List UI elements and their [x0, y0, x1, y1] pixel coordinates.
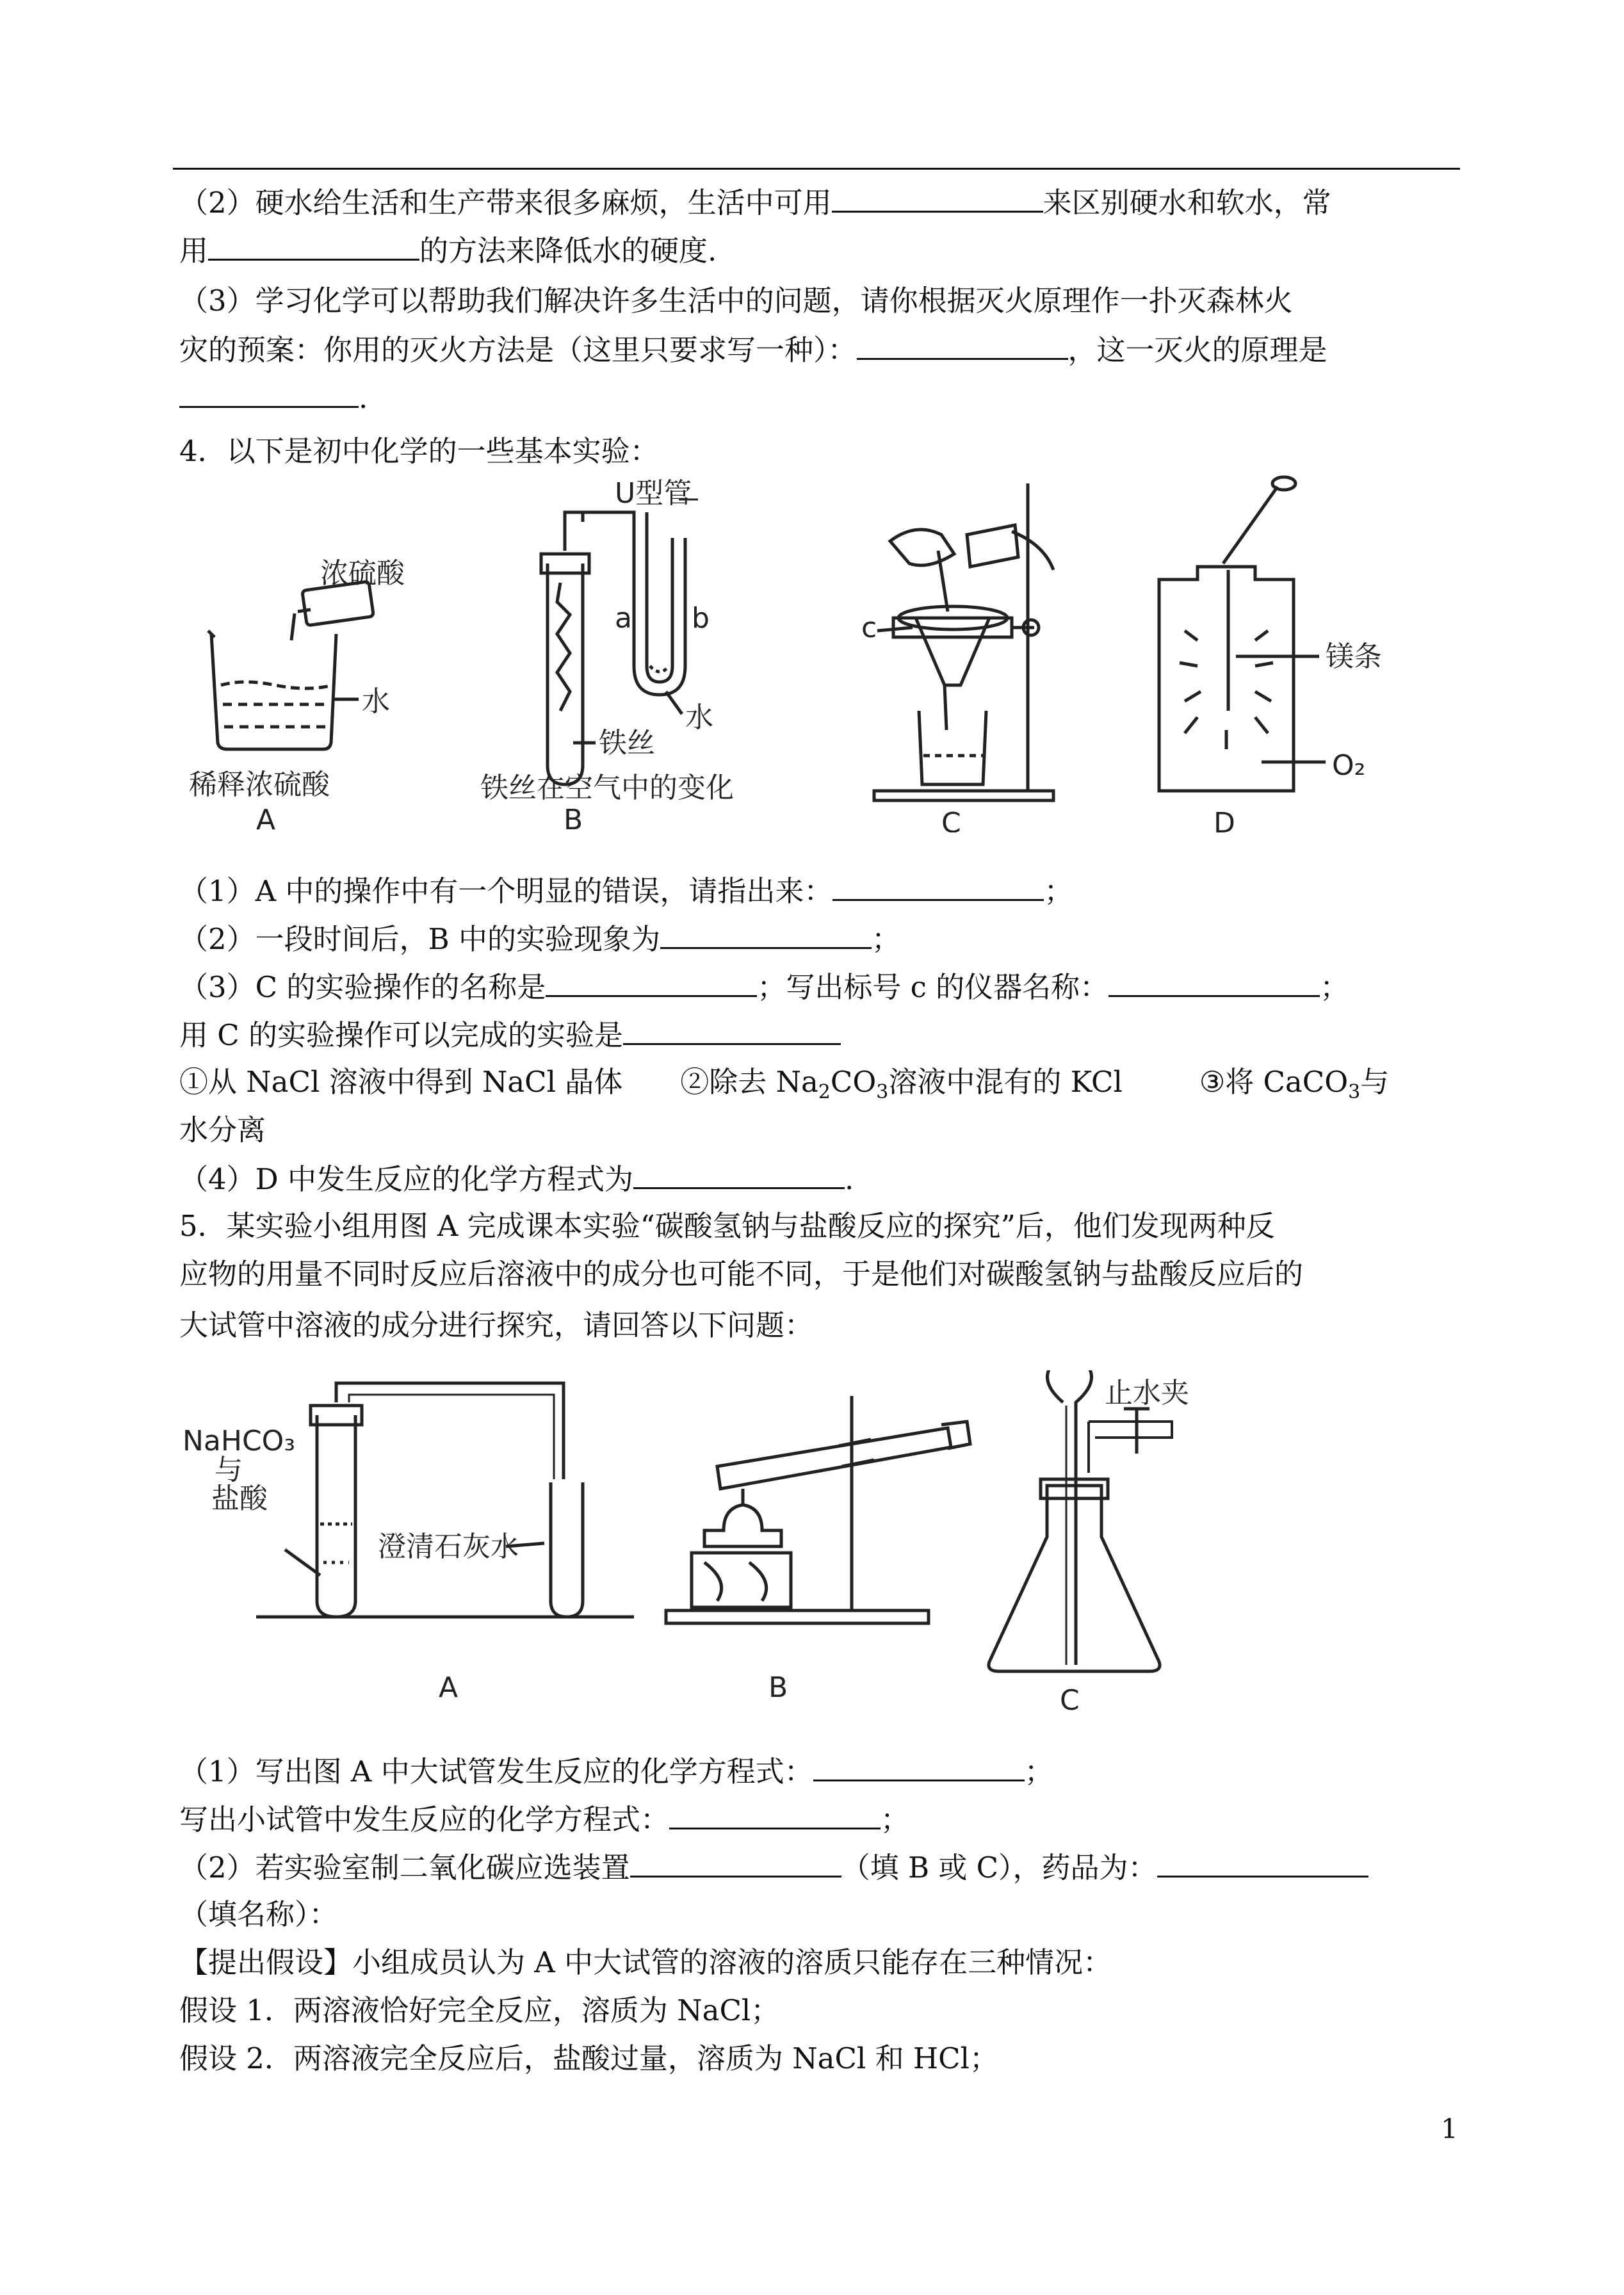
label-a: a [615, 602, 632, 635]
q5-intro-2 [179, 1255, 1303, 1293]
q5-intro-1 [179, 1207, 1275, 1245]
option-2: ②除去 $Na_2CO_3$溶液中混有的 KCl [680, 1065, 1123, 1103]
text: ；写出标号 c 的仪器名称： [757, 970, 1109, 1004]
heating-diagram-b [666, 1396, 970, 1623]
text: 来区别硬水和软水，常 [1043, 186, 1331, 220]
answer-blank[interactable] [813, 1751, 1025, 1781]
q5-question2-cont [179, 1895, 338, 1934]
option-3: ③将 CaCO$_3$与 [1199, 1065, 1390, 1103]
text: 写出小试管中发生反应的化学方程式： [179, 1803, 670, 1837]
q5-figure [173, 1370, 1441, 1729]
text: 大试管中溶液的成分进行探究，请回答以下问题： [179, 1308, 814, 1342]
q3-part3-line2 [179, 330, 1328, 369]
text: 灾的预案：你用的灭火方法是（这里只要求写一种）： [179, 333, 857, 367]
label-b-water: 水 [685, 701, 713, 734]
q4-question1 [179, 871, 1073, 911]
text: （3）学习化学可以帮助我们解决许多生活中的问题，请你根据灭火原理作一扑灭森林火 [179, 284, 1293, 318]
q3-part2-line1 [179, 182, 1331, 222]
header-rule [173, 168, 1460, 170]
text: （3）C 的实验操作的名称是 [179, 970, 546, 1004]
q5-question1-cont [179, 1799, 909, 1839]
label-u-tube: U型管 [615, 477, 692, 510]
label-o2: O₂ [1332, 749, 1366, 782]
text: 假设 1．两溶液恰好完全反应，溶质为 NaCl； [179, 1993, 780, 2027]
text: ； [1320, 970, 1349, 1004]
label-b: b [692, 602, 710, 635]
answer-blank[interactable] [832, 182, 1043, 213]
q3-part3-line1 [179, 282, 1293, 320]
q3-part3-line3 [179, 378, 368, 418]
text: 用 C 的实验操作可以完成的实验是 [179, 1018, 624, 1052]
answer-blank[interactable] [623, 1015, 841, 1045]
label-limewater: 澄清石灰水 [378, 1530, 519, 1563]
q5-intro-3 [179, 1306, 813, 1345]
text: （4）D 中发生反应的化学方程式为 [179, 1162, 634, 1196]
text: （填名称）： [179, 1897, 338, 1931]
answer-blank[interactable] [669, 1799, 881, 1829]
q4-options [179, 1063, 1460, 1112]
text: ； [881, 1803, 910, 1837]
answer-blank[interactable] [832, 871, 1044, 901]
filtration-diagram-c [874, 483, 1053, 800]
text: 水分离 [179, 1113, 266, 1147]
text: 5．某实验小组用图 A 完成课本实验“碳酸氢钠与盐酸反应的探究”后，他们发现两种反 [179, 1209, 1275, 1243]
page-number: 1 [1441, 2113, 1458, 2145]
text: （2）一段时间后，B 中的实验现象为 [179, 922, 661, 956]
text: （1）写出图 A 中大试管发生反应的化学方程式： [179, 1755, 813, 1788]
q4-options-cont [179, 1111, 266, 1149]
answer-blank[interactable] [633, 1159, 845, 1189]
gas-test-diagram-a [256, 1383, 634, 1617]
letter-b: B [768, 1671, 788, 1704]
label-nahco3: NaHCO₃ [183, 1425, 295, 1457]
answer-blank[interactable] [857, 330, 1068, 360]
q5-hypothesis-2 [179, 2040, 998, 2078]
beaker-diagram-a [208, 581, 373, 749]
label-acid: 浓硫酸 [320, 557, 405, 590]
text: 应物的用量不同时反应后溶液中的成分也可能不同，于是他们对碳酸氢钠与盐酸反应后的 [179, 1257, 1304, 1291]
text: 4．以下是初中化学的一些基本实验： [179, 434, 659, 468]
text: （填 B 或 C），药品为： [841, 1851, 1157, 1885]
combustion-diagram-d [1159, 477, 1326, 791]
q5-hypothesis-1 [179, 1991, 779, 2030]
label-with: 与 [215, 1454, 243, 1486]
answer-blank[interactable] [660, 919, 872, 949]
q4-question2 [179, 919, 900, 959]
q4-question3 [179, 967, 1349, 1007]
letter-b: B [564, 804, 583, 832]
label-c: c [861, 612, 877, 644]
text: 的方法来降低水的硬度. [419, 234, 717, 268]
text: 【提出假设】小组成员认为 A 中大试管的溶液的溶质只能存在三种情况： [179, 1945, 1112, 1979]
text: （2）硬水给生活和生产带来很多麻烦，生活中可用 [179, 186, 832, 220]
gas-generator-diagram-c [989, 1370, 1172, 1671]
text: 假设 2．两溶液完全反应后，盐酸过量，溶质为 NaCl 和 HCl； [179, 2041, 998, 2075]
text: ； [1024, 1755, 1053, 1788]
text: （1）A 中的操作中有一个明显的错误，请指出来： [179, 874, 833, 908]
answer-blank[interactable] [1157, 1847, 1368, 1877]
letter-a: A [256, 804, 276, 832]
text: ； [1044, 874, 1073, 908]
label-hcl: 盐酸 [211, 1482, 268, 1515]
caption-b: 铁丝在空气中的变化 [480, 772, 734, 804]
text: ，这一灭火的原理是 [1068, 333, 1328, 367]
label-iron: 铁丝 [599, 727, 655, 759]
text: （2）若实验室制二氧化碳应选装置 [179, 1851, 630, 1885]
text: 用 [179, 234, 209, 268]
q4-question4 [179, 1159, 854, 1199]
q5-hypothesis-intro [179, 1943, 1112, 1982]
caption-a: 稀释浓硫酸 [189, 768, 330, 801]
answer-blank[interactable] [179, 378, 359, 408]
q5-question1 [179, 1751, 1053, 1791]
letter-d: D [1214, 807, 1235, 832]
q5-question2 [179, 1847, 1368, 1887]
answer-blank[interactable] [1108, 967, 1320, 997]
q4-question3-cont [179, 1015, 841, 1055]
label-water: 水 [362, 685, 390, 718]
answer-blank[interactable] [208, 231, 419, 261]
q4-figure [173, 474, 1441, 832]
text: ； [872, 922, 901, 956]
answer-blank[interactable] [546, 967, 757, 997]
label-mg: 镁条 [1326, 640, 1382, 673]
q4-intro [179, 432, 659, 471]
text: . [359, 381, 368, 415]
letter-c: C [941, 807, 961, 832]
answer-blank[interactable] [630, 1847, 841, 1877]
letter-c: C [1060, 1684, 1080, 1717]
option-1: ①从 NaCl 溶液中得到 NaCl 晶体 [179, 1065, 623, 1099]
label-clamp: 止水夹 [1105, 1377, 1189, 1409]
q3-part2-line2 [179, 231, 717, 270]
letter-a: A [439, 1671, 459, 1704]
text: . [845, 1162, 854, 1196]
